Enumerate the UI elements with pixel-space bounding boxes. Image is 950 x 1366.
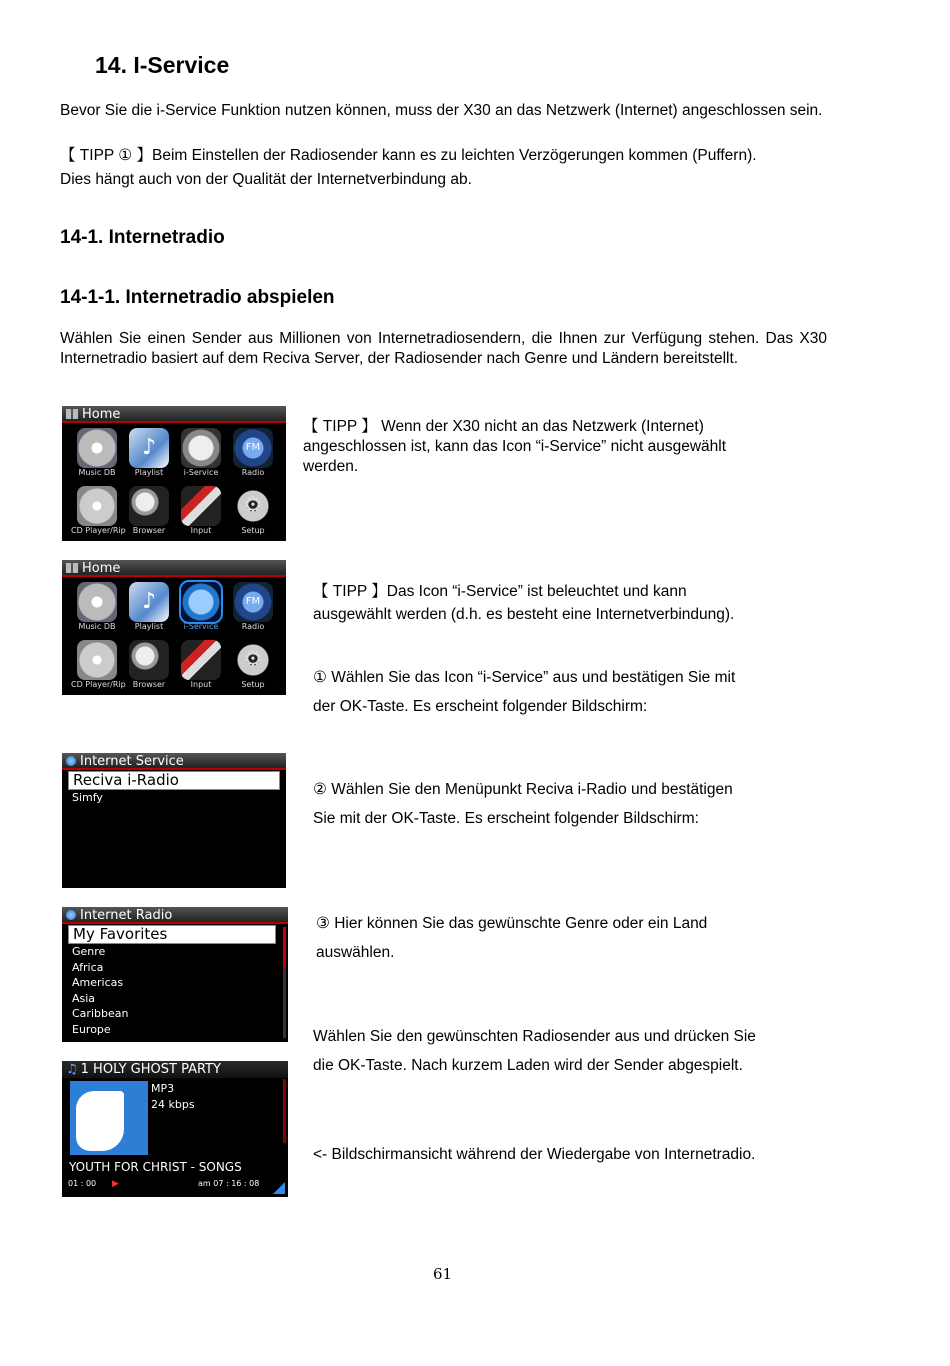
menu-item-simfy: Simfy: [72, 791, 103, 804]
description-paragraph: Wählen Sie einen Sender aus Millionen von Internetradiosendern, die Ihnen zur Verfügung stehen. Das X30 Internetradio basiert auf dem Reciva Server, der Radiosender nach Genre und Ländern bereitstellt.: [60, 330, 827, 367]
home-item-radio: FM Radio: [227, 580, 279, 636]
menu-item-favorites: My Favorites: [68, 925, 276, 944]
home-screen-title: Home: [62, 406, 286, 423]
home-item-browser: Browser: [123, 484, 175, 540]
magnifier-icon: [129, 640, 169, 680]
globe-icon: [181, 582, 221, 622]
station-name: YOUTH FOR CHRIST - SONGS: [69, 1160, 242, 1174]
tip-connected: 【 TIPP 】Das Icon “i-Service” ist beleuchtet und kann ausgewählt werden (d.h. es besteht eine Internetverbindung).: [313, 583, 735, 623]
home-icon: [66, 563, 78, 573]
step-4: Wählen Sie den gewünschten Radiosender aus und drücken Sie die OK-Taste. Nach kurzem Laden wird der Sender abgespielt.: [313, 1028, 756, 1074]
intro-paragraph: Bevor Sie die i-Service Funktion nutzen können, muss der X30 an das Netzwerk (Internet) angeschlossen sein.: [60, 102, 823, 119]
tip-not-connected: 【 TIPP 】 Wenn der X30 nicht an das Netzwerk (Internet) angeschlossen ist, kann das Icon “i-Service” nicht ausgewählt werden.: [303, 418, 727, 475]
cable-icon: [181, 640, 221, 680]
home-item-music-db: Music DB: [71, 426, 123, 482]
stream-format: MP3: [151, 1082, 175, 1095]
home-item-setup: ⚙ Setup: [227, 484, 279, 540]
radio-icon: FM: [233, 428, 273, 468]
player-screen: [62, 1061, 288, 1197]
gear-icon: ⚙: [233, 486, 273, 526]
album-art: [70, 1081, 148, 1155]
globe-icon: [66, 756, 76, 766]
play-icon: ▶: [112, 1179, 119, 1189]
cable-icon: [181, 486, 221, 526]
music-note-icon: ♫: [66, 1062, 78, 1077]
playlist-icon: ♪: [129, 582, 169, 622]
page-number: 61: [433, 1265, 453, 1283]
home-screen-enabled: [62, 560, 286, 695]
elapsed-time: 01 : 00: [68, 1179, 97, 1188]
home-screen-title: Home: [62, 560, 286, 577]
home-item-music-db: Music DB: [71, 580, 123, 636]
menu-item-americas: Americas: [72, 976, 124, 989]
menu-item-europe: Europe: [72, 1022, 111, 1036]
radio-icon: FM: [233, 582, 273, 622]
step-3: ③ Hier können Sie das gewünschte Genre oder ein Land auswählen.: [316, 915, 708, 961]
menu-item-reciva: Reciva i-Radio: [68, 771, 280, 790]
disc-icon: [77, 428, 117, 468]
scrollbar: [283, 1079, 286, 1143]
gear-icon: ⚙: [233, 640, 273, 680]
clock: am 07 : 16 : 08: [198, 1179, 260, 1188]
home-item-cd-player: CD Player/Rip: [71, 484, 123, 540]
home-item-setup: ⚙ Setup: [227, 638, 279, 694]
player-title: ♫ 1 HOLY GHOST PARTY: [62, 1061, 288, 1078]
tip-continuation: Dies hängt auch von der Qualität der Internetverbindung ab.: [60, 171, 472, 188]
menu-item-caribbean: Caribbean: [72, 1007, 129, 1020]
page-heading: 14. I-Service: [95, 52, 230, 78]
home-item-browser: Browser: [123, 638, 175, 694]
signal-icon: [273, 1182, 285, 1194]
tip-line: 【 TIPP ① 】Beim Einstellen der Radiosender kann es zu leichten Verzögerungen kommen (Puffern).: [60, 147, 757, 164]
magnifier-icon: [129, 486, 169, 526]
cd-icon: [77, 486, 117, 526]
home-item-i-service-selected: i-Service: [175, 580, 227, 636]
home-item-playlist: ♪ Playlist: [123, 426, 175, 482]
home-item-input: Input: [175, 638, 227, 694]
disc-icon: [77, 582, 117, 622]
home-item-radio: FM Radio: [227, 426, 279, 482]
home-item-i-service: i-Service: [175, 426, 227, 482]
globe-icon: [181, 428, 221, 468]
playback-caption: <- Bildschirmansicht während der Wiedergabe von Internetradio.: [313, 1146, 756, 1163]
step-1: ① Wählen Sie das Icon “i-Service” aus und bestätigen Sie mit der OK-Taste. Es erscheint folgender Bildschirm:: [313, 669, 736, 715]
menu-item-genre: Genre: [72, 945, 106, 958]
scrollbar: [283, 927, 286, 1038]
screen-title: Internet Radio: [62, 907, 288, 924]
stream-bitrate: 24 kbps: [151, 1098, 195, 1111]
step-2: ② Wählen Sie den Menüpunkt Reciva i-Radio und bestätigen Sie mit der OK-Taste. Es erscheint folgender Bildschirm:: [313, 781, 733, 827]
subsection-heading: 14-1-1. Internetradio abspielen: [60, 287, 335, 308]
globe-icon: [66, 910, 76, 920]
menu-item-asia: Asia: [72, 991, 96, 1005]
home-item-input: Input: [175, 484, 227, 540]
home-item-playlist: ♪ Playlist: [123, 580, 175, 636]
screen-title: Internet Service: [62, 753, 286, 770]
menu-item-africa: Africa: [72, 960, 104, 974]
section-heading: 14-1. Internetradio: [60, 227, 225, 248]
internet-radio-screen: [62, 907, 288, 1042]
cd-icon: [77, 640, 117, 680]
home-screen-disabled: [62, 406, 286, 541]
playlist-icon: ♪: [129, 428, 169, 468]
home-icon: [66, 409, 78, 419]
home-item-cd-player: CD Player/Rip: [71, 638, 123, 694]
internet-service-screen: [62, 753, 286, 888]
